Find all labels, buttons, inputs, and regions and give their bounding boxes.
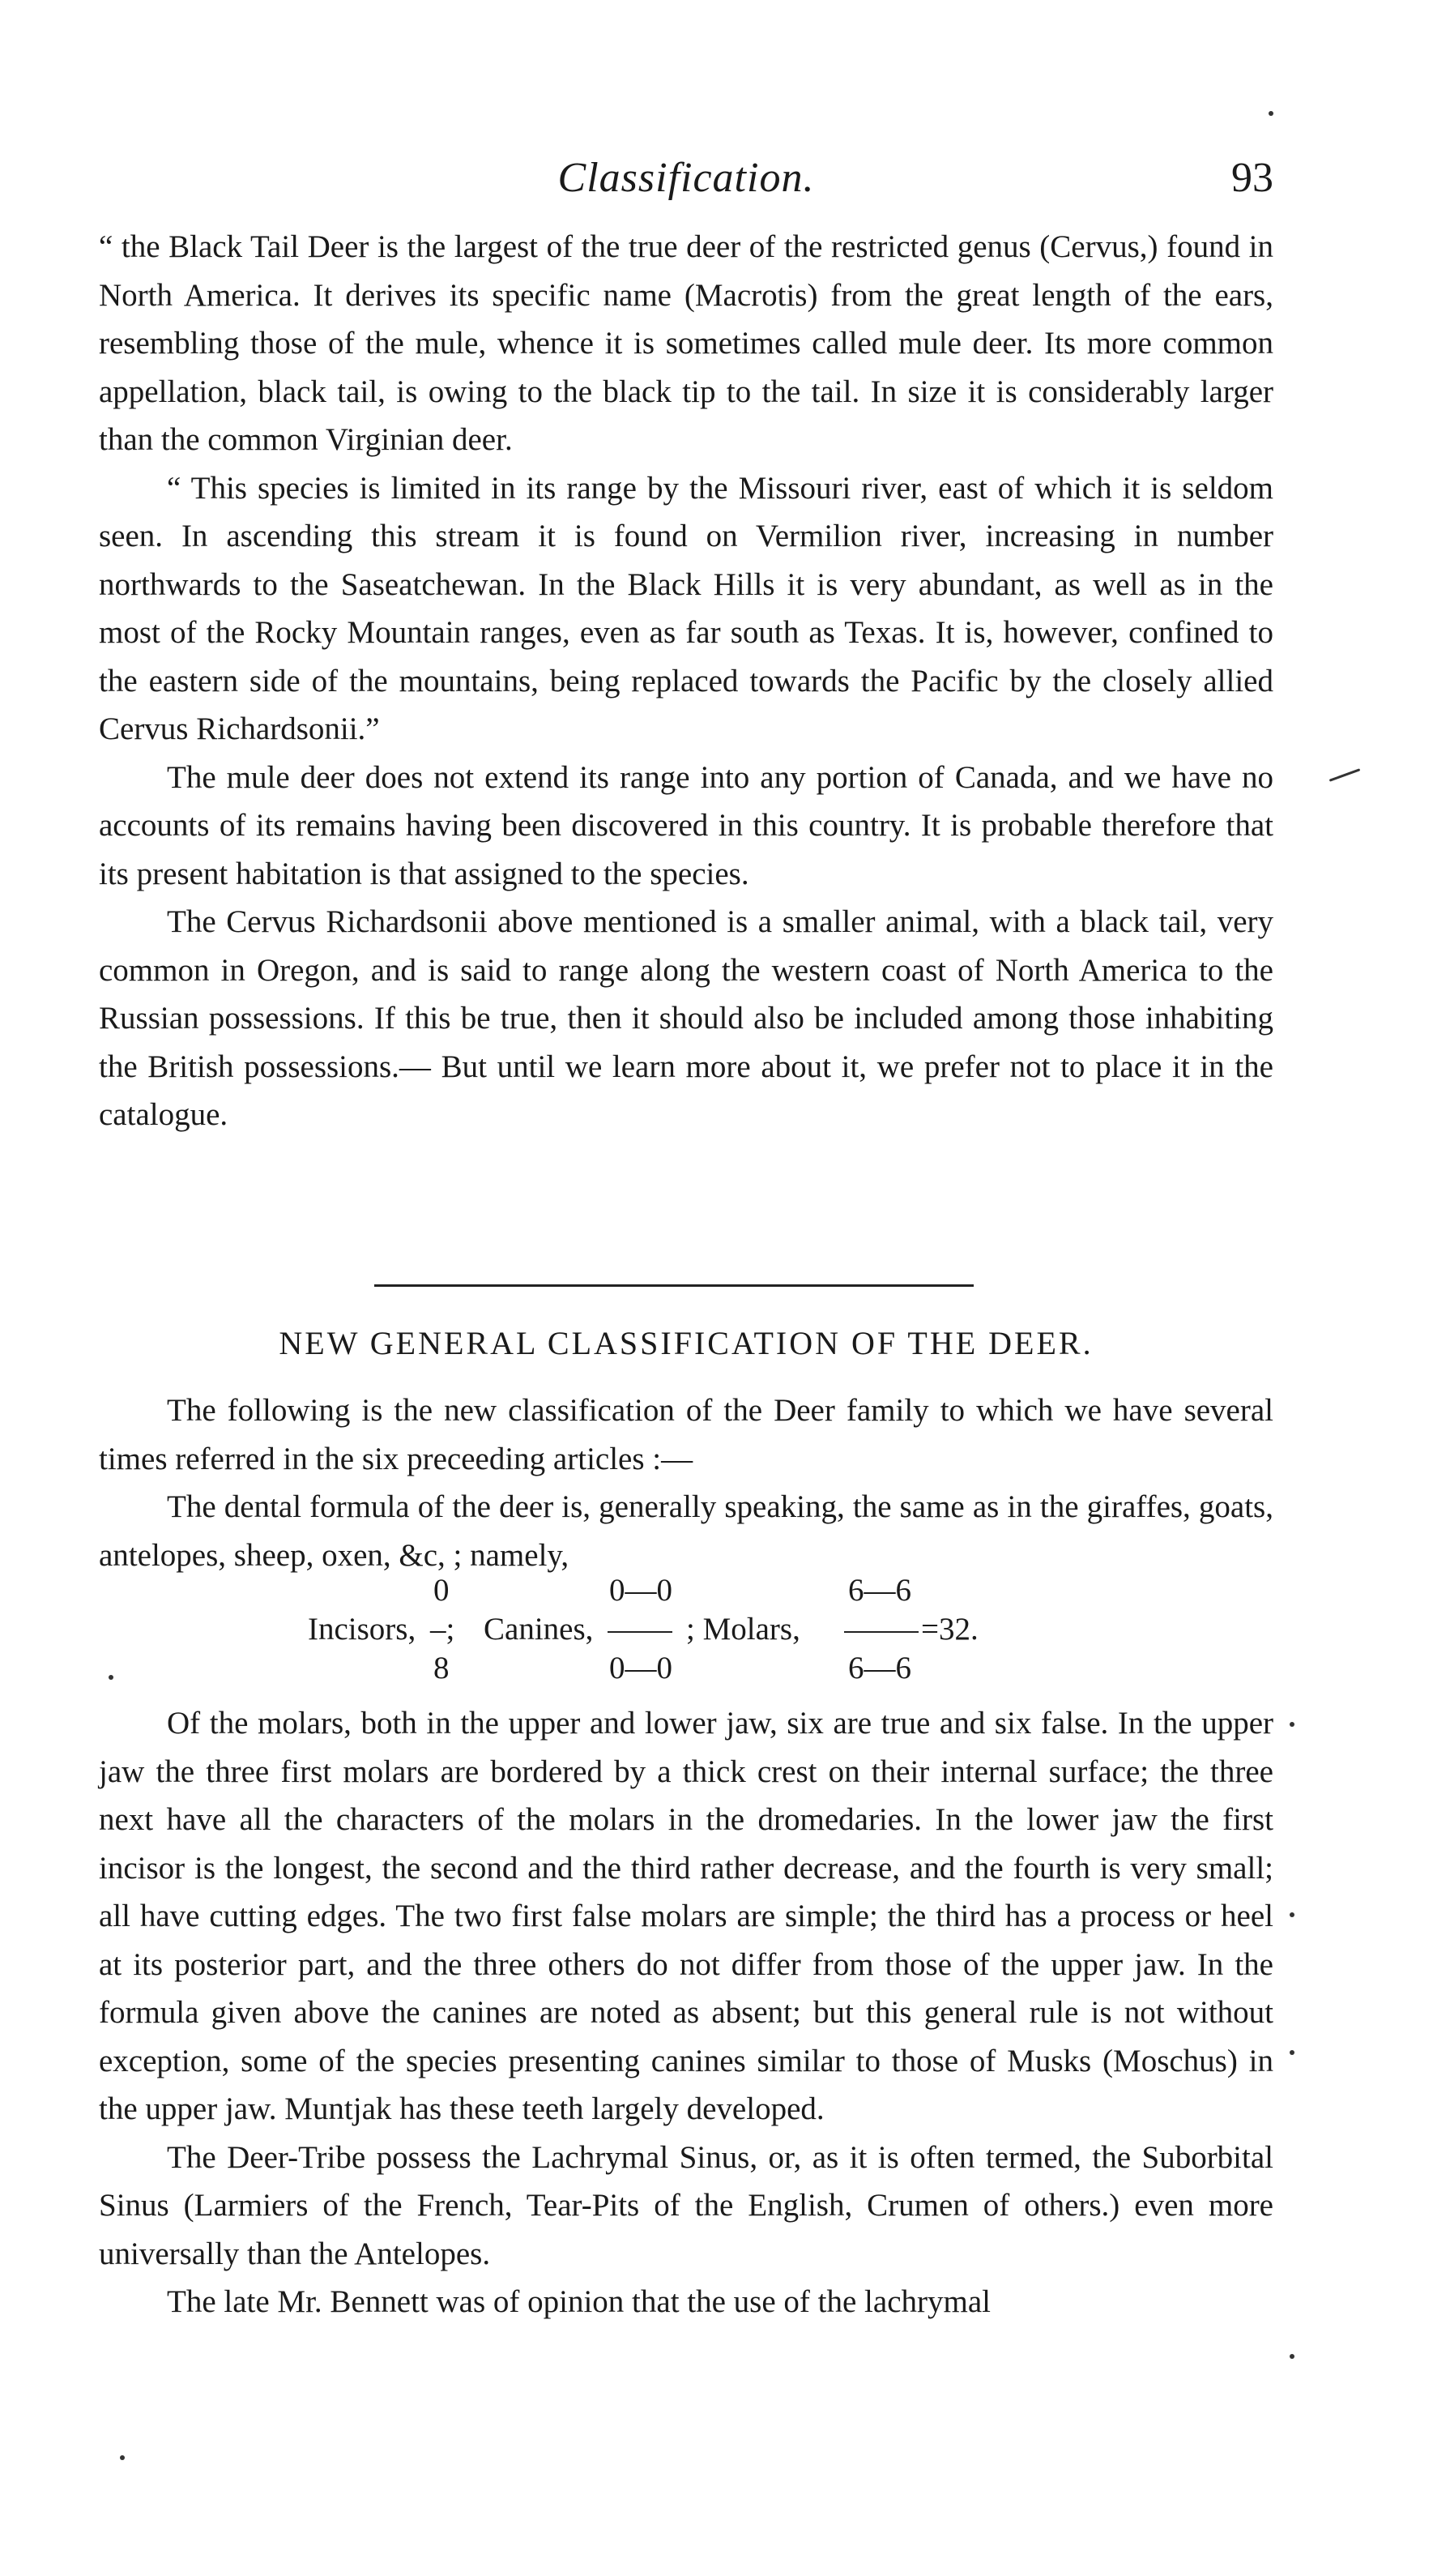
margin-mark xyxy=(1329,768,1361,781)
paragraph: Of the molars, both in the upper and lower jaw, six are true and six false. In the upper jaw the three first molars are bordered by a thick crest on their internal surface; the three next have all the characters of the molars in the dromedaries. In the lower jaw the first incisor is the longest, the second and the third rather decrease, and the fourth is very small; all have cutting edges. The two first false molars are simple; the third has a process or heel at its posterior part, and the three others do not differ from those of the upper jaw. In the formula given above the canines are noted as absent; but this general rule is not without exception, some of the species presenting canines similar to those of Musks (Moschus) in the upper jaw. Muntjak has these teeth largely developed. xyxy=(99,1706,1273,2126)
classification-intro xyxy=(99,1386,1273,1579)
running-title: Classification. xyxy=(557,155,815,201)
print-speck xyxy=(1290,1722,1294,1727)
canines-label: Canines, xyxy=(484,1612,594,1647)
incisors-label: Incisors, xyxy=(308,1612,416,1647)
print-speck xyxy=(109,1675,113,1680)
print-speck xyxy=(1290,2354,1294,2359)
page-number: 93 xyxy=(1231,155,1273,201)
canines-denominator: 0—0 xyxy=(609,1651,672,1685)
paragraph: The following is the new classification of the Deer family to which we have several times referred in the six preceeding articles :— xyxy=(99,1393,1273,1476)
canines-numerator: 0—0 xyxy=(609,1573,672,1608)
section-heading: NEW GENERAL CLASSIFICATION OF THE DEER. xyxy=(279,1325,1094,1361)
formula-total: =32. xyxy=(921,1612,979,1647)
paragraph: The dental formula of the deer is, generally speaking, the same as in the giraffes, goats, antelopes, sheep, oxen, &c, ; namely, xyxy=(99,1489,1273,1573)
paragraph: The Deer-Tribe possess the Lachrymal Sinus, or, as it is often termed, the Suborbital Sinus (Larmiers of the French, Tear-Pits of the English, Crumen of others.) even more universally than the Antelopes. xyxy=(99,2139,1273,2271)
paragraph: The late Mr. Bennett was of opinion that the use of the lachrymal xyxy=(167,2284,991,2319)
incisors-numerator: 0 xyxy=(433,1573,450,1608)
molars-numerator: 6—6 xyxy=(848,1573,911,1608)
dentition-section xyxy=(99,1699,1273,2326)
canines-fraction-bar xyxy=(608,1631,672,1633)
paragraph: The mule deer does not extend its range into any portion of Canada, and we have no accounts of its remains having been discovered in this country. It is probable therefore that its present habitation is that assigned to the species. xyxy=(99,759,1273,891)
paragraph: The Cervus Richardsonii above mentioned is a smaller animal, with a black tail, very common in Oregon, and is said to range along the western coast of North America to the Russian possessions. If this be true, then it should also be included among those inhabiting the British possessions.— But until we learn more about it, we prefer not to place it in the catalogue. xyxy=(99,904,1273,1132)
print-speck xyxy=(120,2455,125,2460)
print-speck xyxy=(1290,1912,1294,1917)
page-header xyxy=(99,154,1273,219)
molars-denominator: 6—6 xyxy=(848,1651,911,1685)
incisors-separator: –; xyxy=(430,1612,455,1647)
print-speck xyxy=(1290,2050,1294,2055)
dental-formula xyxy=(99,1572,1273,1694)
print-speck xyxy=(1269,111,1273,116)
incisors-denominator: 8 xyxy=(433,1651,450,1685)
section-divider xyxy=(374,1284,974,1287)
molars-fraction-bar xyxy=(844,1631,919,1633)
paragraph: “ the Black Tail Deer is the largest of the true deer of the restricted genus (Cervus,) found in North America. It derives its specific name (Macrotis) from the great length of the ears, resembling those of the mule, whence it is sometimes called mule deer. Its more common appellation, black tail, is owing to the black tip to the tail. In size it is considerably larger than the common Virginian deer. xyxy=(99,229,1273,457)
molars-label: ; Molars, xyxy=(686,1612,800,1647)
deer-description-section xyxy=(99,223,1273,1139)
paragraph: “ This species is limited in its range by the Missouri river, east of which it is seldom seen. In ascending this stream it is found on Vermilion river, increasing in number northwards to the Saseatchewan. In the Black Hills it is very abundant, as well as in the most of the Rocky Mountain ranges, even as far south as Texas. It is, however, confined to the eastern side of the mountains, being replaced towards the Pacific by the closely allied Cervus Richardsonii.” xyxy=(99,470,1273,746)
